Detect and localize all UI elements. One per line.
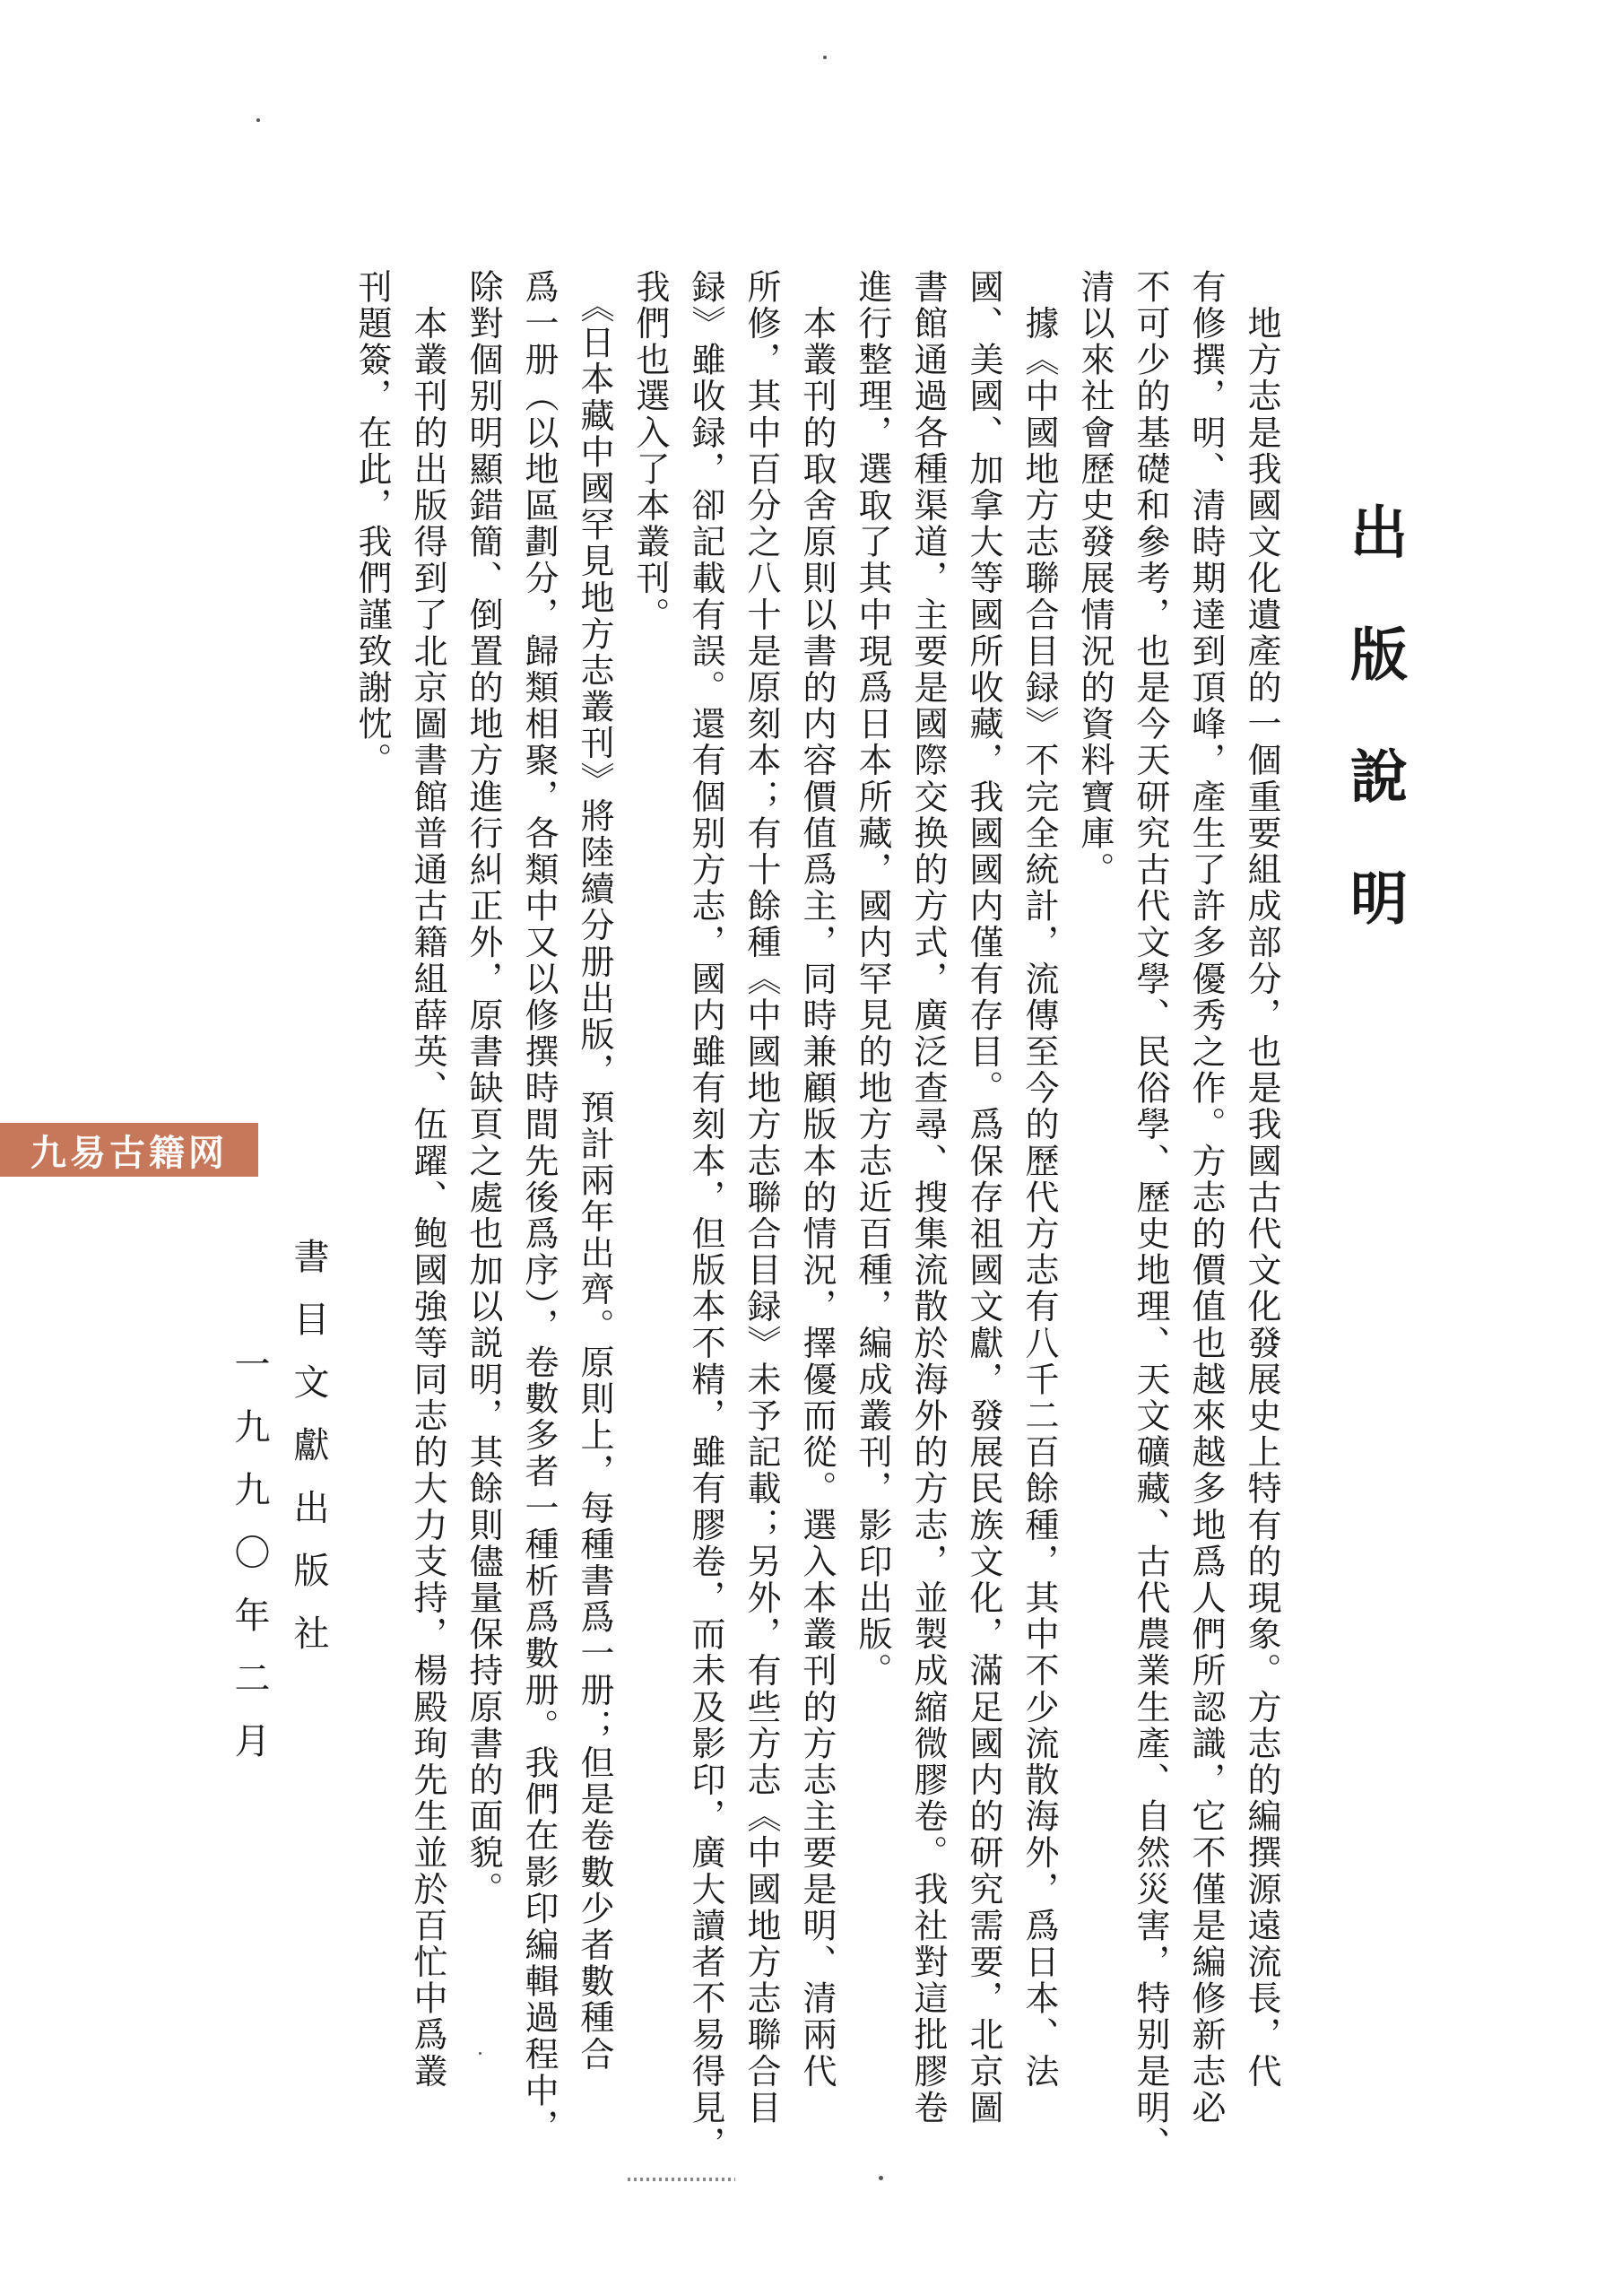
text-line: 書館通過各種渠道，主要是國際交换的方式，廣泛查尋、搜集流散於海外的方志，並製成縮微膠卷。我社對這批膠卷 — [908, 269, 948, 2126]
text-line: 《日本藏中國罕見地方志叢刊》將陸續分册出版，預計兩年出齊。原則上，每種書爲一册；但是卷數少者數種合 — [575, 269, 614, 2073]
text-line: 所修，其中百分之八十是原刻本；有十餘種《中國地方志聯合目録》未予記載；另外，有些方志《中國地方志聯合目 — [742, 269, 781, 2126]
text-line: 據《中國地方志聯合目録》不完全統計，流傳至今的歷代方志有八千二百餘種，其中不少流散海外，爲日本、法 — [1019, 269, 1059, 2090]
text-line: 我們也選入了本叢刊。 — [630, 269, 670, 633]
site-watermark: 九易古籍网 — [0, 1123, 258, 1177]
text-line: 進行整理，選取了其中現爲日本所藏，國内罕見的地方志近百種，編成叢刊，影印出版。 — [853, 269, 892, 1690]
publisher-name: 書目文獻出版社 — [288, 1238, 329, 1677]
text-line: 不可少的基礎和參考，也是今天研究古代文學、民俗學、歷史地理、天文礦藏、古代農業生產、自然災害，特别是明、 — [1131, 269, 1170, 2163]
text-line: 除對個别明顯錯簡、倒置的地方進行糾正外，原書缺頁之處也加以説明，其餘則儘量保持原書的面貌。 — [464, 269, 503, 1908]
text-line: 刊題簽，在此，我們謹致謝忱。 — [352, 269, 392, 779]
text-line: 有修撰，明、清時期達到頂峰，產生了許多優秀之作。方志的價值也越來越多地爲人們所認識，它不僅是編修新志必 — [1186, 269, 1226, 2126]
text-line: 地方志是我國文化遺產的一個重要組成部分，也是我國古代文化發展史上特有的現象。方志的編撰源遠流長，代 — [1242, 269, 1281, 2090]
footer-mark — [628, 2178, 735, 2181]
text-line: 本叢刊的出版得到了北京圖書館普通古籍組薛英、伍躍、鲍國強等同志的大力支持，楊殿珣先生並於百忙中爲叢 — [408, 269, 447, 2090]
text-line: 本叢刊的取舍原則以書的内容價值爲主，同時兼顧版本的情況，擇優而從。選入本叢刊的方志主要是明、清兩代 — [797, 269, 837, 2090]
text-line: 清以來社會歷史發展情況的資料寶庫。 — [1075, 269, 1115, 889]
scan-speck — [256, 118, 260, 122]
scan-speck — [479, 2052, 481, 2055]
page-title: 出版說明 — [1340, 502, 1408, 990]
text-line: 録》雖收録，卻記載有誤。還有個别方志，國内雖有刻本，但版本不精，雖有膠卷，而未及影印，廣大讀者不易得見， — [686, 269, 725, 2163]
text-line: 爲一册（以地區劃分，歸類相聚，各類中又以修撰時間先後爲序），卷數多者一種析爲數册。我們在影印編輯過程中， — [519, 269, 559, 2146]
text-line: 國、美國、加拿大等國所收藏，我國國内僅有存目。爲保存祖國文獻，發展民族文化，滿足國内的研究需要，北京圖 — [964, 269, 1003, 2126]
scan-speck — [823, 56, 827, 59]
scan-speck — [879, 2176, 883, 2180]
publication-date: 一九九〇年二月 — [229, 1345, 270, 1785]
